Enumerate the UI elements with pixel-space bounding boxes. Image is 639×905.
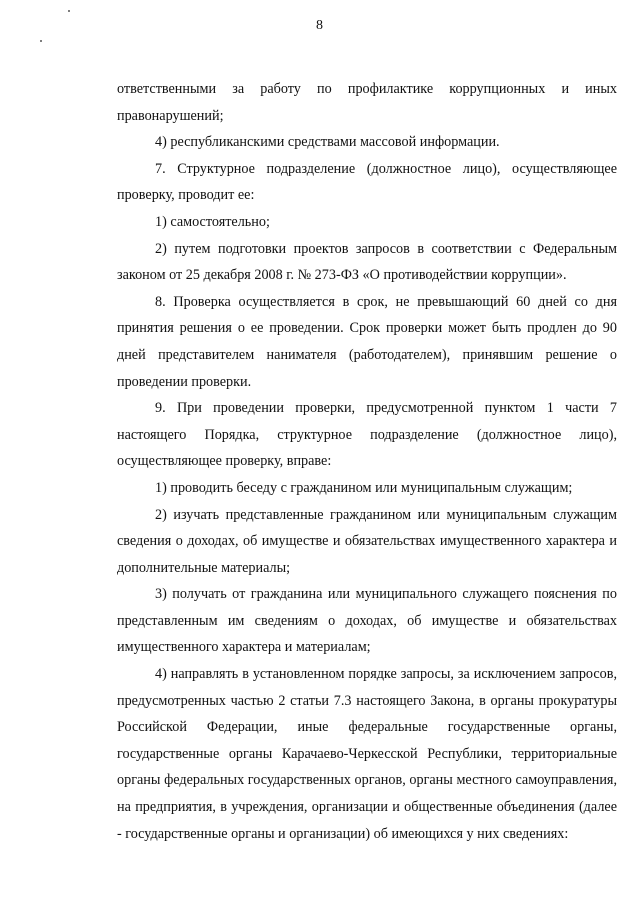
scan-speck [40, 40, 42, 42]
paragraph: ответственными за работу по профилактике коррупционных и иных правонарушений; [117, 81, 617, 124]
page-number: 8 [316, 18, 323, 33]
paragraph: 4) республиканскими средствами массовой информации. [155, 134, 500, 151]
document-body [117, 76, 617, 847]
paragraph: 2) путем подготовки проектов запросов в соответствии с Федеральным законом от 25 декабря 2008 г. № 273-ФЗ «О противодействии коррупции». [117, 240, 617, 284]
paragraph: 4) направлять в установленном порядке запросы, за исключением запросов, предусмотренных частью 2 статьи 7.3 настоящего Закона, в органы прокуратуры Российской Федерации, иные федеральные государственные органы, государственные органы Карачаево-Черкесской Республики, территориальные органы федеральных государственных органов, органы местного самоуправления, на предприятия, в учреждения, организации и общественные объединения (далее - государственные органы и организации) об имеющихся у них сведениях: [117, 666, 617, 842]
scan-speck [68, 10, 70, 12]
paragraph: 9. При проведении проверки, предусмотренной пунктом 1 части 7 настоящего Порядка, структурное подразделение (должностное лицо), осуществляющее проверку, вправе: [117, 400, 617, 470]
paragraph: 3) получать от гражданина или муниципального служащего пояснения по представленным им сведениям о доходах, об имуществе и обязательствах имущественного характера и материалам; [117, 586, 617, 656]
paragraph: 8. Проверка осуществляется в срок, не превышающий 60 дней со дня принятия решения о ее проведении. Срок проверки может быть продлен до 90 дней представителем нанимателя (работодателем), принявшим решение о проведении проверки. [117, 293, 617, 390]
paragraph: 1) самостоятельно; [155, 213, 270, 230]
paragraph: 2) изучать представленные гражданином или муниципальным служащим сведения о доходах, об имуществе и обязательствах имущественного характера и дополнительные материалы; [117, 506, 617, 576]
paragraph: 1) проводить беседу с гражданином или муниципальным служащим; [155, 479, 573, 496]
paragraph: 7. Структурное подразделение (должностное лицо), осуществляющее проверку, проводит ее: [117, 160, 617, 204]
